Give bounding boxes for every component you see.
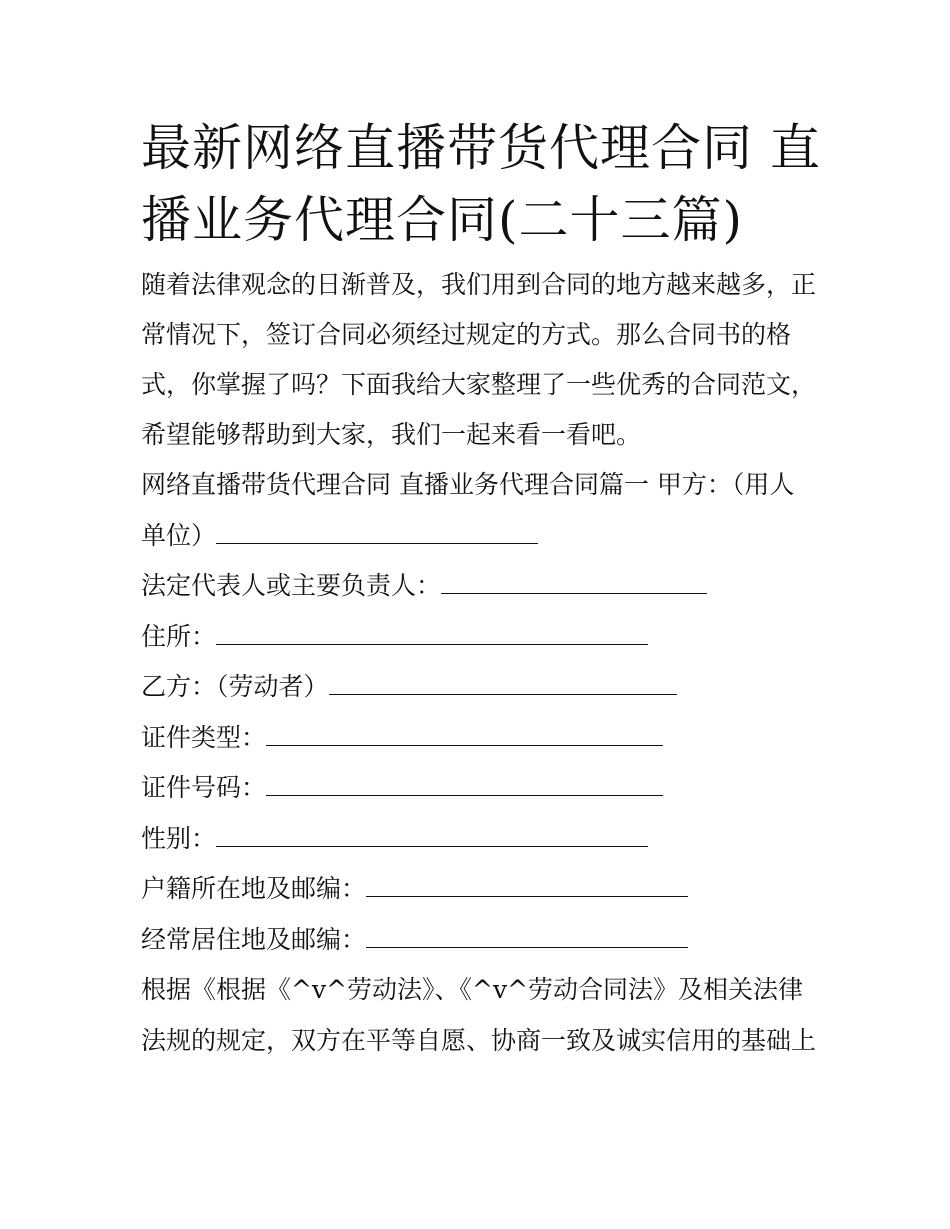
address-blank bbox=[216, 622, 648, 645]
party-b-label: 乙方：（劳动者） bbox=[141, 672, 329, 701]
hukou-label: 户籍所在地及邮编： bbox=[141, 874, 367, 903]
party-b-field bbox=[141, 662, 821, 713]
gender-blank bbox=[216, 824, 648, 847]
id-type-label: 证件类型： bbox=[141, 722, 267, 752]
employer-blank bbox=[216, 521, 538, 544]
legal-rep-label: 法定代表人或主要负责人： bbox=[141, 571, 442, 600]
title-line-2: 播业务代理合同(二十三篇) bbox=[141, 191, 744, 249]
intro-line-4: 希望能够帮助到大家，我们一起来看一看吧。 bbox=[141, 420, 642, 449]
party-b-blank bbox=[329, 672, 677, 695]
id-type-blank bbox=[266, 723, 663, 746]
residence-label: 经常居住地及邮编： bbox=[141, 924, 367, 954]
employer-field bbox=[141, 511, 821, 562]
intro-line-1: 随着法律观念的日渐普及，我们用到合同的地方越来越多，正 bbox=[141, 270, 817, 299]
address-field bbox=[141, 612, 821, 663]
title-line-1: 最新网络直播带货代理合同 直 bbox=[141, 119, 821, 177]
intro-line-2: 常情况下，签订合同必须经过规定的方式。那么合同书的格 bbox=[141, 320, 792, 349]
hukou-field bbox=[141, 864, 821, 915]
document-title bbox=[141, 112, 821, 256]
intro-line-3: 式，你掌握了吗？下面我给大家整理了一些优秀的合同范文， bbox=[141, 370, 817, 399]
closing-paragraph bbox=[141, 965, 821, 1066]
hukou-blank bbox=[366, 874, 688, 897]
gender-label: 性别： bbox=[141, 823, 217, 853]
closing-line-1: 根据《根据《^v^劳动法》、《^v^劳动合同法》及相关法律 bbox=[141, 975, 804, 1004]
closing-line-2: 法规的规定，双方在平等自愿、协商一致及诚实信用的基础上 bbox=[141, 1025, 817, 1055]
section-heading: 网络直播带货代理合同 直播业务代理合同篇一 甲方：（用人 bbox=[141, 470, 795, 499]
id-number-field bbox=[141, 763, 821, 814]
legal-rep-field bbox=[141, 561, 821, 612]
id-number-label: 证件号码： bbox=[141, 773, 267, 802]
id-type-field bbox=[141, 713, 821, 764]
id-number-blank bbox=[266, 773, 663, 796]
employer-label: 单位） bbox=[141, 520, 217, 550]
residence-blank bbox=[366, 925, 688, 948]
document-page bbox=[141, 112, 821, 1066]
gender-field bbox=[141, 814, 821, 865]
address-label: 住所： bbox=[141, 621, 217, 651]
intro-paragraph bbox=[141, 260, 821, 460]
residence-field bbox=[141, 915, 821, 966]
legal-rep-blank bbox=[441, 571, 707, 594]
